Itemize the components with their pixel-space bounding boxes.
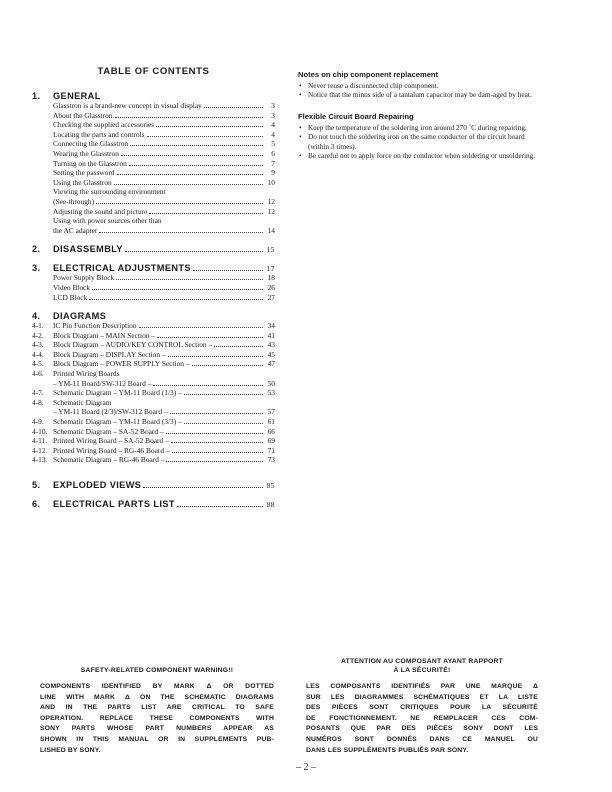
section-title: EXPLODED VIEWS <box>53 480 142 490</box>
safety-warning-english <box>40 666 274 756</box>
toc-diagram-entry[interactable]: 4-9. Schematic Diagram – YM-11 Board (3/3) – 61 <box>32 417 275 427</box>
toc-section-electrical-adjustments[interactable]: 3. ELECTRICAL ADJUSTMENTS 17 <box>32 263 275 274</box>
safety-warning-french <box>306 657 538 756</box>
toc-diagram-entry[interactable]: 4-1. IC Pin Function Description 34 <box>32 321 275 331</box>
note-item: • Be careful not to apply force on the conductor when soldering or unsoldering. <box>299 151 536 161</box>
warning-line: LES COMPOSANTS IDENTIFIÉS PAR UNE MARQUE Δ <box>306 683 538 690</box>
toc-entry-environment[interactable]: (See-through) 12 <box>53 196 275 206</box>
note-item: • Notice that the minus side of a tantalum capacitor may be dam-aged by heat. <box>299 90 532 100</box>
toc-entry[interactable]: Power Supply Block 18 <box>53 273 275 283</box>
table-of-contents <box>32 66 275 509</box>
toc-section-exploded-views[interactable]: 5. EXPLODED VIEWS 85 <box>32 480 275 490</box>
toc-entry[interactable]: Video Block 26 <box>53 282 275 292</box>
bullet-icon: • <box>299 81 302 90</box>
warning-line: OPERATION. REPLACE THESE COMPONENTS WITH <box>40 714 274 722</box>
toc-entry[interactable]: Glasstron is a brand-new concept in visual display 3 <box>53 101 275 110</box>
toc-entry[interactable]: Locating the parts and controls 4 <box>53 129 275 139</box>
section-title: DIAGRAMS <box>53 311 107 322</box>
toc-entry[interactable]: Checking the supplied accessories 4 <box>53 120 275 130</box>
warning-line: SUR LES DIAGRAMMES SCHÉMATIQUES ET LA LISTE <box>306 693 538 701</box>
warning-body <box>40 682 274 756</box>
toc-diagram-entry[interactable]: 4-10. Schematic Diagram – SA-52 Board – 66 <box>32 426 275 436</box>
warning-line: NUMÉROS SONT DONNÉS DANS CE MANUEL OU <box>306 735 538 743</box>
toc-entry-adjust[interactable]: Adjusting the sound and picture 12 <box>53 206 275 216</box>
warning-line: DE FONCTIONNEMENT. NE REMPLACER CES COM- <box>306 714 538 722</box>
section-title: DISASSEMBLY <box>53 244 123 255</box>
section-title: GENERAL <box>53 91 101 101</box>
toc-entry[interactable]: Turning on the Glasstron 7 <box>53 158 275 168</box>
page-number: – 2 – <box>296 762 316 773</box>
chip-notes-list <box>298 81 546 100</box>
note-item: • Keep the temperature of the soldering iron around 270 ˚C during repairing. <box>299 122 527 132</box>
section-title: ELECTRICAL PARTS LIST <box>53 499 175 509</box>
warning-line: COMPONENTS IDENTIFIED BY MARK Δ OR DOTTED <box>40 683 274 690</box>
warning-line: LINE WITH MARK Δ ON THE SCHEMATIC DIAGRAMS <box>40 693 274 701</box>
toc-entry[interactable]: LCD Block 27 <box>53 292 275 302</box>
warning-body <box>306 682 538 756</box>
warning-line: POSANTS QUE PAR DES PIÈCES SONY DONT LES <box>306 725 538 733</box>
warning-line: SONY PARTS WHOSE PART NUMBERS APPEAR AS <box>40 725 274 733</box>
toc-section-diagrams[interactable]: 4. DIAGRAMS <box>32 311 107 322</box>
toc-diagram-entry[interactable]: 4-2. Block Diagram – MAIN Section – 41 <box>32 330 275 340</box>
bullet-icon: • <box>299 122 302 132</box>
toc-diagram-entry[interactable]: 4-11. Printed Wiring Board – SA-52 Board – 69 <box>32 436 275 446</box>
toc-diagram-entry[interactable]: 4-7. Schematic Diagram – YM-11 Board (1/3) – 53 <box>32 388 275 398</box>
toc-entry[interactable]: Wearing the Glasstron 6 <box>53 148 275 158</box>
toc-diagram-entry[interactable]: 4-12. Printed Wiring Board – RG-46 Board – 71 <box>32 445 275 455</box>
toc-section-parts-list[interactable]: 6. ELECTRICAL PARTS LIST 88 <box>32 499 275 509</box>
toc-title: TABLE OF CONTENTS <box>97 66 210 77</box>
warning-title: SAFETY-RELATED COMPONENT WARNING!! <box>80 667 234 674</box>
toc-entry-power-line1: Using with power sources other than <box>53 216 162 226</box>
toc-diagram-entry[interactable]: 4-13. Schematic Diagram – RG-46 Board – 73 <box>32 455 275 465</box>
flex-notes-title: Flexible Circuit Board Repairing <box>298 111 414 121</box>
toc-diagram-entry[interactable]: – YM-11 Board/SW-312 Board – 50 <box>53 378 275 388</box>
toc-diagram-entry[interactable]: 4-4. Block Diagram – DISPLAY Section – 45 <box>32 349 275 359</box>
toc-diagram-entry[interactable]: 4-5. Block Diagram – POWER SUPPLY Section – 47 <box>32 359 275 369</box>
section-title: ELECTRICAL ADJUSTMENTS <box>53 263 191 274</box>
warning-line: AND IN THE PARTS LIST ARE CRITICAL TO SAFE <box>40 704 274 712</box>
chip-notes-title: Notes on chip component replacement <box>298 70 439 79</box>
bullet-icon: • <box>299 132 302 142</box>
toc-diagram-entry-heading: 4-8. Schematic Diagram <box>32 397 112 407</box>
toc-entry-power[interactable]: the AC adapter 14 <box>53 225 275 235</box>
toc-entry[interactable]: Using the Glasstron 10 <box>53 177 275 187</box>
warning-line: SHOWN IN THIS MANUAL OR IN SUPPLEMENTS PUB- <box>40 735 274 743</box>
toc-entry-environment-line1: Viewing the surrounding environment <box>53 187 166 197</box>
warning-title: ATTENTION AU COMPOSANT AYANT RAPPORT À LA SÉCURITÉ! <box>340 658 504 674</box>
toc-section-disassembly[interactable]: 2. DISASSEMBLY 15 <box>32 244 275 255</box>
service-notes <box>298 70 546 160</box>
note-item: • Never reuse a disconnected chip component. <box>299 81 439 90</box>
section-number: 1. <box>32 91 41 101</box>
toc-entry[interactable]: Connecting the Glasstron 5 <box>53 139 275 149</box>
toc-entry[interactable]: About the Glasstron 3 <box>53 110 275 120</box>
toc-entry[interactable]: Setting the password 9 <box>53 168 275 178</box>
flex-notes-list <box>298 123 546 161</box>
note-item: • Do not touch the soldering iron on the same conductor of the circuit board (within 3 times). <box>299 132 525 151</box>
toc-diagram-entry[interactable]: 4-3. Block Diagram – AUDIO/KEY CONTROL Section – 43 <box>32 340 275 350</box>
toc-section-general[interactable] <box>32 91 275 101</box>
bullet-icon: • <box>299 151 302 161</box>
warning-line: DES PIÈCES SONT CRITIQUES POUR LA SÉCURITÉ <box>306 704 538 712</box>
warning-line: DANS LES SUPPLÉMENTS PUBLIÉS PAR SONY. <box>306 746 469 754</box>
bullet-icon: • <box>299 90 302 100</box>
toc-diagram-entry-heading: 4-6. Printed Wiring Boards <box>32 369 120 379</box>
warning-line: LISHED BY SONY. <box>40 746 101 754</box>
toc-diagram-entry[interactable]: – YM-11 Board (2/3)/SW-312 Board – 57 <box>53 407 275 417</box>
